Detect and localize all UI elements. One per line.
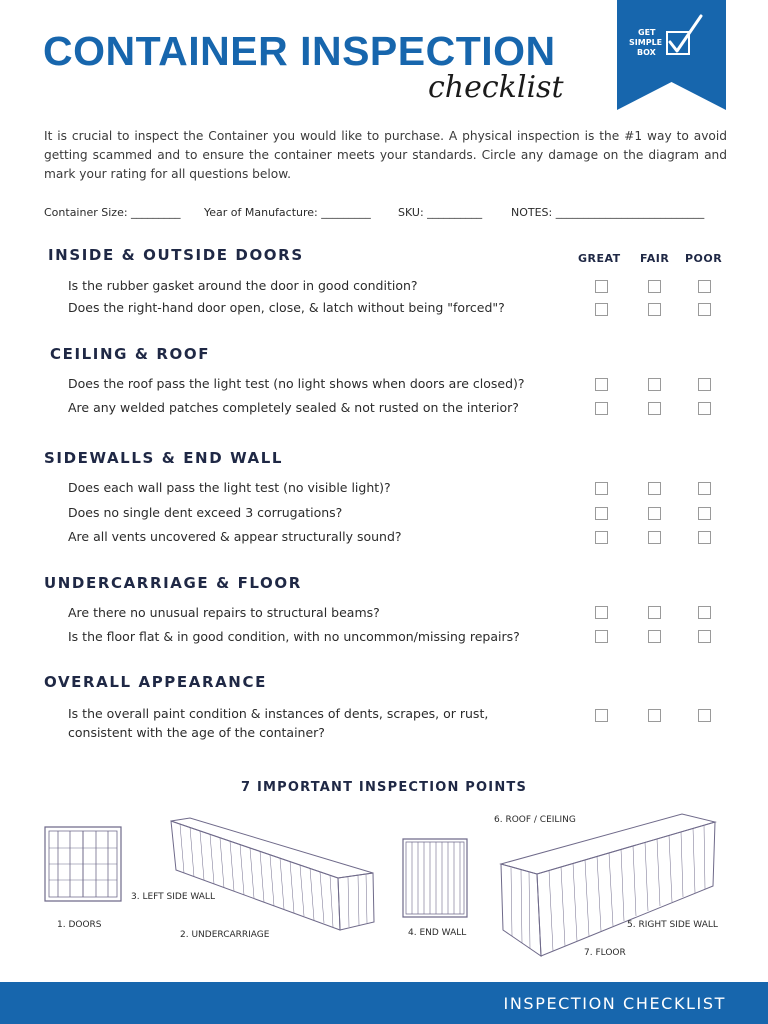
fair-checkbox[interactable] [648,402,661,415]
question-door-gasket: Is the rubber gasket around the door in good condition? [68,278,418,293]
container-right-side-diagram [497,812,717,958]
intro-paragraph: It is crucial to inspect the Container you would like to purchase. A physical inspection is the #1 way to avoid getting scammed and to ensure the container meets your standards. Circle any damage on the diagram and mark your rating for all questions below. [44,129,727,181]
column-header-fair: FAIR [640,252,670,265]
great-checkbox[interactable] [595,378,608,391]
question-wall-light: Does each wall pass the light test (no visible light)? [68,480,391,495]
label-end-wall: 4. END WALL [408,928,467,938]
column-header-poor: POOR [685,252,723,265]
inspection-points-title: 7 IMPORTANT INSPECTION POINTS [240,780,528,795]
section-title-undercarriage: UNDERCARRIAGE & FLOOR [44,574,302,592]
section-title-appearance: OVERALL APPEARANCE [44,673,267,691]
question-vents: Are all vents uncovered & appear structurally sound? [68,529,402,544]
section-title-sidewalls: SIDEWALLS & END WALL [44,449,284,467]
label-left-side-wall: 3. LEFT SIDE WALL [131,892,215,902]
question-welded-patches: Are any welded patches completely sealed & not rusted on the interior? [68,400,519,415]
poor-checkbox[interactable] [698,280,711,293]
fair-checkbox[interactable] [648,378,661,391]
great-checkbox[interactable] [595,402,608,415]
fair-checkbox[interactable] [648,606,661,619]
notes-field[interactable]: NOTES: ___________________________ [511,206,705,219]
fair-checkbox[interactable] [648,531,661,544]
year-of-manufacture-field[interactable]: Year of Manufacture: _________ [204,206,371,219]
section-title-ceiling: CEILING & ROOF [50,345,211,363]
fair-checkbox[interactable] [648,280,661,293]
label-roof-ceiling: 6. ROOF / CEILING [494,815,576,825]
question-dents: Does no single dent exceed 3 corrugations? [68,505,343,520]
container-size-field[interactable]: Container Size: _________ [44,206,181,219]
fair-checkbox[interactable] [648,630,661,643]
label-doors: 1. DOORS [57,920,102,930]
poor-checkbox[interactable] [698,709,711,722]
fair-checkbox[interactable] [648,709,661,722]
poor-checkbox[interactable] [698,531,711,544]
question-paint-line-1: Is the overall paint condition & instances of dents, scrapes, or rust, [68,706,489,721]
column-header-great: GREAT [578,252,621,265]
fair-checkbox[interactable] [648,507,661,520]
footer-title: INSPECTION CHECKLIST [503,994,726,1013]
great-checkbox[interactable] [595,606,608,619]
great-checkbox[interactable] [595,280,608,293]
great-checkbox[interactable] [595,482,608,495]
great-checkbox[interactable] [595,709,608,722]
label-right-side-wall: 5. RIGHT SIDE WALL [627,920,718,930]
poor-checkbox[interactable] [698,482,711,495]
brand-logo [617,0,726,110]
question-structural-beams: Are there no unusual repairs to structural beams? [68,605,380,620]
question-door-latch: Does the right-hand door open, close, & latch without being "forced"? [68,300,505,315]
great-checkbox[interactable] [595,507,608,520]
section-title-doors: INSIDE & OUTSIDE DOORS [48,246,304,264]
label-floor: 7. FLOOR [584,948,626,958]
container-doors-diagram [44,826,122,902]
question-floor: Is the floor flat & in good condition, with no uncommon/missing repairs? [68,629,520,644]
fair-checkbox[interactable] [648,303,661,316]
label-undercarriage: 2. UNDERCARRIAGE [180,930,270,940]
sku-field[interactable]: SKU: __________ [398,206,483,219]
poor-checkbox[interactable] [698,378,711,391]
poor-checkbox[interactable] [698,606,711,619]
great-checkbox[interactable] [595,630,608,643]
logo-text-line-1: GET [638,28,656,37]
poor-checkbox[interactable] [698,303,711,316]
container-left-side-diagram [168,816,376,932]
logo-text-line-2: SIMPLE [629,38,663,47]
great-checkbox[interactable] [595,303,608,316]
fair-checkbox[interactable] [648,482,661,495]
poor-checkbox[interactable] [698,630,711,643]
page-subtitle: checklist [428,70,564,105]
logo-text-line-3: BOX [637,48,656,57]
page-title: CONTAINER INSPECTION [43,28,556,74]
poor-checkbox[interactable] [698,402,711,415]
question-roof-light: Does the roof pass the light test (no light shows when doors are closed)? [68,376,525,391]
poor-checkbox[interactable] [698,507,711,520]
great-checkbox[interactable] [595,531,608,544]
question-paint-line-2: consistent with the age of the container? [68,725,325,740]
container-end-wall-diagram [402,838,468,918]
